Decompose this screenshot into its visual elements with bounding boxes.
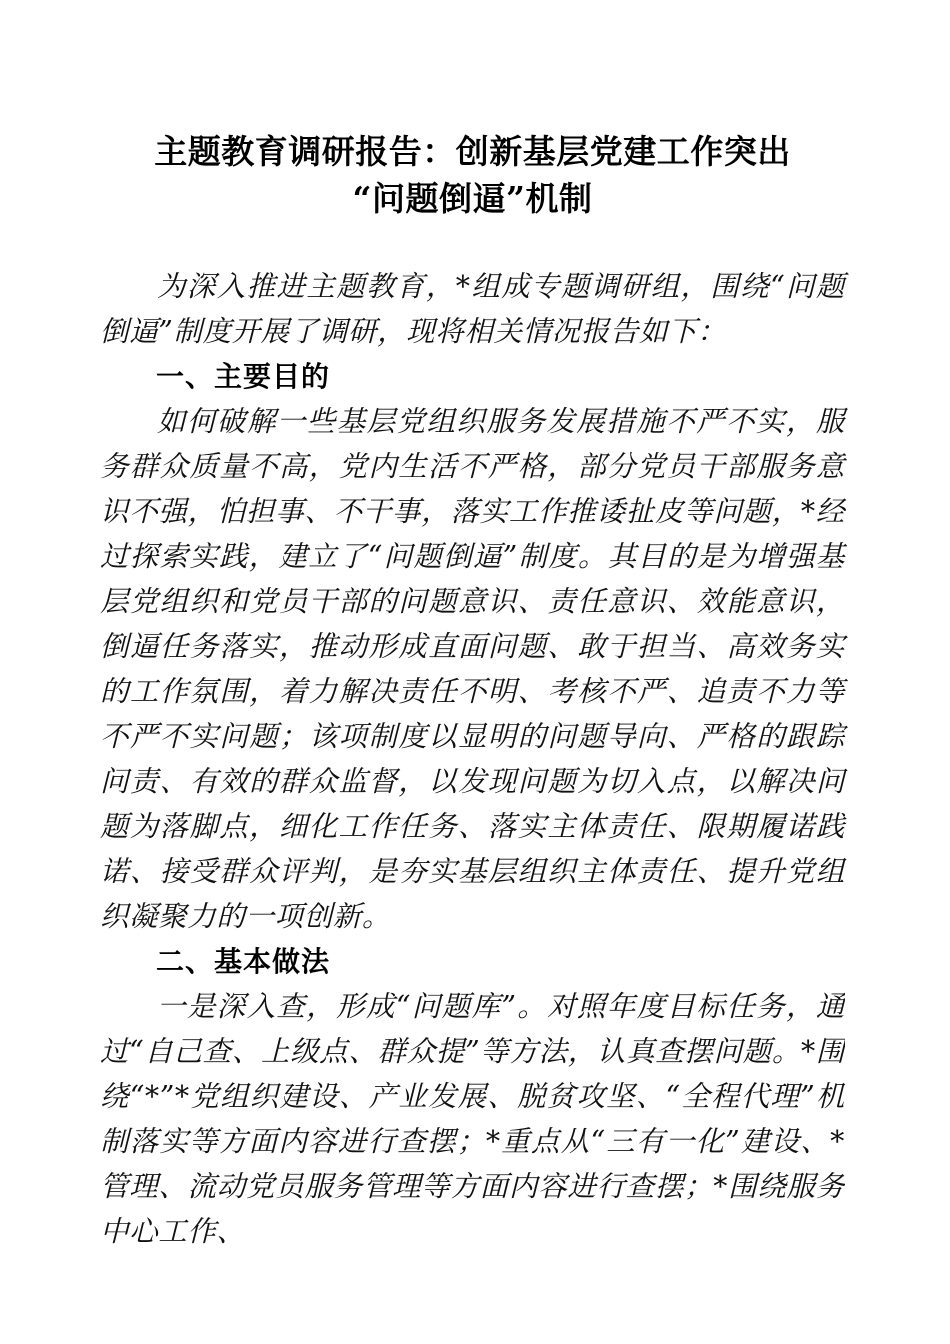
section-heading-1: 一、主要目的 [156,360,331,393]
page-title-line-2: “问题倒逼”机制 [352,179,593,218]
page-title [100,0,845,222]
document-body [100,264,845,1254]
section-1-body: 如何破解一些基层党组织服务发展措施不严不实，服务群众质量不高，党内生活不严格，部分党员干部服务意识不强，怕担事、不干事，落实工作推诿扯皮等问题，*经过探索实践，建立了“问题倒逼”制度。其目的是为增强基层党组织和党员干部的问题意识、责任意识、效能意识，倒逼任务落实，推动形成直面问题、敢于担当、高效务实的工作氛围，着力解决责任不明、考核不严、追责不力等不严不实问题；该项制度以显明的问题导向、严格的跟踪问责、有效的群众监督，以发现问题为切入点，以解决问题为落脚点，细化工作任务、落实主体责任、限期履诺践诺、接受群众评判，是夯实基层组织主体责任、提升党组织凝聚力的一项创新。 [100,405,845,933]
page-title-line-1: 主题教育调研报告：创新基层党建工作突出 [154,132,791,171]
section-2-body: 一是深入查，形成“问题库”。对照年度目标任务，通过“自己查、上级点、群众提”等方法，认真查摆问题。*围绕“*”*党组织建设、产业发展、脱贫攻坚、“全程代理”机制落实等方面内容进行查摆；*重点从“三有一化”建设、*管理、流动党员服务管理等方面内容进行查摆；*围绕服务中心工作、 [100,990,845,1248]
intro-paragraph: 为深入推进主题教育，*组成专题调研组，围绕“问题倒逼”制度开展了调研，现将相关情况报告如下： [100,270,845,348]
section-heading-2: 二、基本做法 [156,945,331,978]
